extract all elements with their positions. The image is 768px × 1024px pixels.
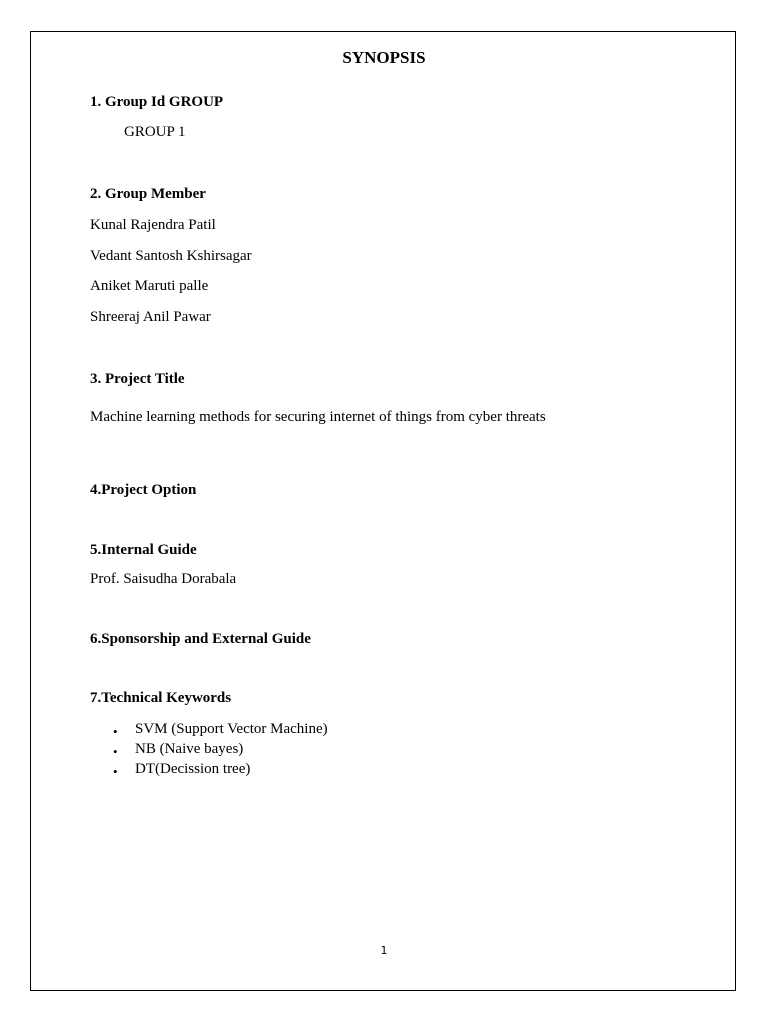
internal-guide-heading: 5.Internal Guide [90, 542, 197, 558]
document-title: SYNOPSIS [342, 48, 426, 67]
keyword-text: SVM (Support Vector Machine) [135, 721, 328, 737]
bullet-icon: • [113, 744, 118, 759]
bullet-icon: • [113, 764, 118, 779]
group-id-heading: 1. Group Id GROUP [90, 94, 224, 110]
group-member-name: Kunal Rajendra Patil [90, 217, 216, 233]
page-number: 1 [380, 944, 388, 957]
project-title-value: Machine learning methods for securing internet of things from cyber threats [90, 409, 546, 425]
group-member-name: Aniket Maruti palle [90, 278, 209, 294]
technical-keywords-heading: 7.Technical Keywords [90, 690, 232, 706]
keyword-text: DT(Decission tree) [135, 761, 251, 777]
sponsorship-heading: 6.Sponsorship and External Guide [90, 631, 311, 647]
keyword-text: NB (Naive bayes) [135, 741, 244, 757]
group-member-heading: 2. Group Member [90, 186, 206, 202]
bullet-icon: • [113, 724, 118, 739]
page-border [30, 31, 736, 991]
group-id-value: GROUP 1 [124, 124, 186, 140]
project-title-heading: 3. Project Title [90, 371, 185, 387]
group-member-name: Vedant Santosh Kshirsagar [90, 248, 252, 264]
group-member-name: Shreeraj Anil Pawar [90, 309, 211, 325]
project-option-heading: 4.Project Option [90, 482, 197, 498]
internal-guide-value: Prof. Saisudha Dorabala [90, 571, 237, 587]
